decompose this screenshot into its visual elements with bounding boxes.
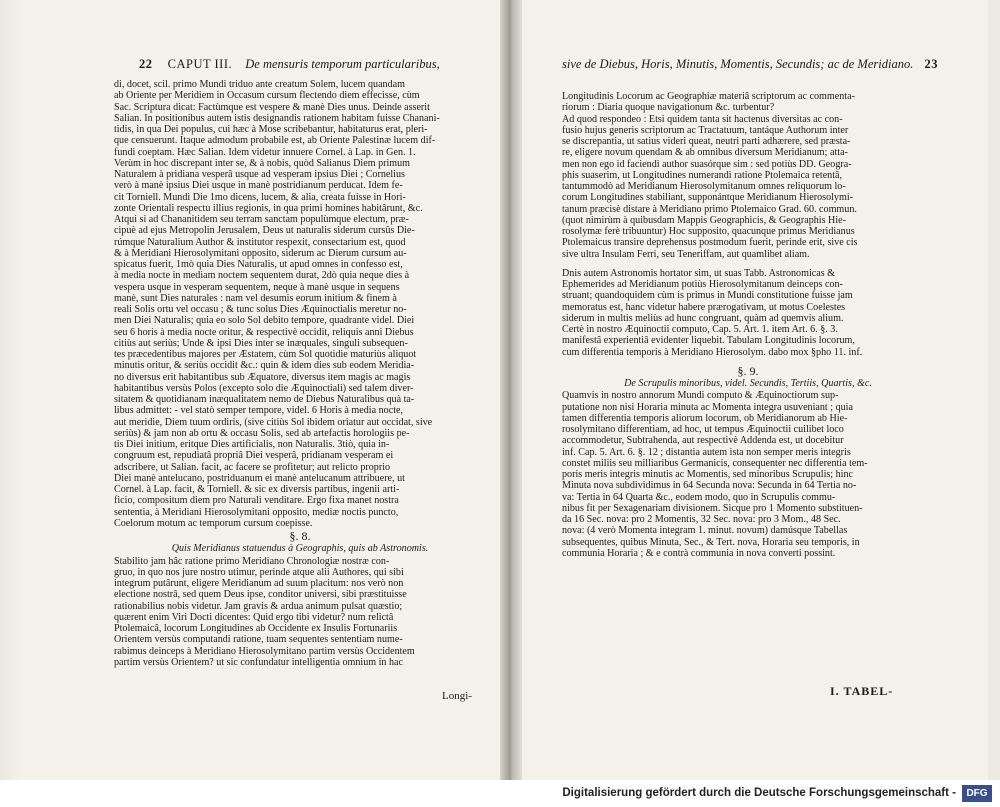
text-line: siderum in multis meliùs ad hunc congruant, quàm ad quemvis alium. [562,312,844,324]
text-line: Cornel. à Lap. facit, & Torniell. & sic ex diversis partibus, ingenii arti- [114,484,400,495]
text-line: memoratus est, hanc videtur habere prærogativam, ut motus Coelestes [562,301,846,313]
text-line: habitantibus versùs Polos (excepto solo die Æquinoctiali) sed talem diver- [114,382,414,394]
text-line: da 16 Sec. nova: pro 2 Momentis, 32 Sec. nova: pro 3 Mom., 48 Sec. [562,514,841,525]
text-line: quærent enim Viri Docti dicentes: Quid ergo tibi videtur? num relictâ [114,611,394,623]
left-body-top [114,79,486,529]
right-body-middle [562,268,934,358]
text-line: tes præcedentibus majores per Æstatem, cùm Sol quotidie maturiùs aliquot [114,349,417,360]
text-line: Quamvis in nostro annorum Mundi computo & Æquinoctiorum sup- [562,390,839,402]
right-page [522,0,988,780]
text-line: ficio, compositum diem pro Naturali venditare. Ergo fixa manet nostra [114,495,399,507]
text-line: Sac. Scriptura dicat: Factùmque est vespere & manè Dies unus. Deinde asserit [114,101,430,113]
text-line: corum Longitudines stabiliant, supponántque Meridianum Hierosolymi- [562,192,853,204]
text-line: gruo, in quo nos jure nostro utimur, perinde atque alii Authores, qui sibi [114,566,404,578]
text-line: rabimus deinceps à Meridiano Hierosolymitano partim versùs Occidentem [114,645,415,657]
text-line: Stabilito jam hâc ratione primo Meridiano Chronologiæ nostræ con- [114,555,390,567]
text-line: reali Solis ortu vel occasu ; & tunc solus Dies Æquinoctialis meretur no- [114,304,407,315]
text-line: Verùm in hoc discrepant inter se, & à nobis, quòd Salianus Diem primum [114,157,411,169]
text-line: accommodetur, Subtrahenda, aut respectivè Addenda est, ut docebitur [562,435,844,447]
text-line: electione nostrâ, sed quem Deus ipse, conditor universi, sibi præstituisse [114,589,407,601]
left-page-text [114,79,486,668]
left-catchword: Longi- [442,690,472,702]
text-line: re, eligere novum quendam & ab omnibus diversum Meridianum; atta- [562,147,848,159]
funding-notice: Digitalisierung gefördert durch die Deutsche Forschungsgemeinschaft - [562,787,956,799]
text-line: sententia, à Meridiani Hierosolymitani opposito, mediæ noctis puncto, [114,506,399,518]
text-line: tantummodò ad Meridianum Hierosolymitanum omnes reliquorum lo- [562,181,846,192]
left-body-bottom [114,556,486,669]
text-line: Dnis autem Astronomis hortator sim, ut suas Tabb. Astronomicas & [562,267,836,279]
text-line: spicatus fuerit, 1mò quia Dies Naturalis, ut apud omnes in confesso est, [114,259,403,270]
text-line: rúmque Naturalium Author & institutor respexit, consectarium est, quod [114,236,406,248]
right-page-number: 23 [924,57,938,71]
text-line: (quot nimirùm à quibusdam Mappis Geographicis, & Geographis Hie- [562,214,846,226]
left-header-title: De mensuris temporum particularibus, [245,57,440,71]
text-line: Ephemerides ad Meridianum potiùs Hierosolymitanum deinceps con- [562,279,843,290]
text-line: rosolymæ ferè tribuuntur) Hoc supposito, quacunque primus Meridianus [562,226,855,237]
text-line: ab Oriente per Meridiem in Occasum cursum flectendo diem effecisse, cùm [114,90,420,102]
text-line: partim versùs Orientem? ut sic confundatur intelligentia omnium in hac [114,656,403,668]
right-header-title: sive de Diebus, Horis, Minutis, Momentis, Secundis; ac de Meridiano. [562,57,914,71]
section-9-number: §. 9. [737,363,759,378]
text-line: subsequentes, quibus Minuta, Sec., & Tert. nova, Horaria seu temporis, in [562,536,860,548]
book-gutter [500,0,522,780]
text-line: va: Tertia in 64 Quarta &c., eodem modo, quo in Scrupulis commu- [562,491,836,503]
text-line: integrum putârunt, eligere Meridianum ad suum placitum: nos verò non [114,578,404,589]
text-line: se discrepantia, ut satius videri queat, neutri parti adhærere, sed præsta- [562,136,851,147]
left-page [22,0,500,780]
text-line: cipuè ad ejus Metropolin Jerusalem, Deus ut naturalis siderum cursûs Die- [114,225,415,237]
text-line: men non ego id faciendi author suasórque sim : sed potiùs DD. Geogra- [562,158,852,170]
text-line: minutis oritur, & seriùs occidit &c.: quin & idem dies sub eodem Meridia- [114,360,415,372]
text-line: & à Meridiani Hierosolymitani opposito, siderum ac Dierum cursum au- [114,247,407,259]
text-line: phis suaserim, ut Longitudines numerandi ratione Ptolemaica retentâ, [562,169,843,181]
text-line: tanum præcisè distare à Meridiano primo Ptolemaico Grad. 60. commun. [562,203,857,215]
text-line: Atqui si ad Chananitidem seu terram sanctam populùmque electum, præ- [114,214,409,225]
text-line: zonte Orientali respectu illius regionis, in qua primi homines habitârunt, &c. [114,202,423,214]
text-line: adscribere, ut Salian. facit, ac facere se profitetur; aut relicto proprio [114,461,391,473]
page-edge [0,0,22,780]
text-line: nibus fit per Sexagenariam divisionem. Sicque pro 1 Momento substituen- [562,502,863,514]
text-line: cum differentia temporis à Meridiano Hierosolym. dabo mox §pho 11. inf. [562,346,863,358]
chapter-label: CAPUT III. [167,57,233,71]
text-line: fundi coeptam. Hæc Salian. Idem videtur innuere Cornel. à Lap. in Gen. 1. [114,146,416,158]
right-catchword: I. TABEL- [830,684,894,698]
text-line: tidis, in qua Dei populus, cui hæc à Mose scribebantur, habitaturus erat, pleri- [114,124,428,135]
text-line: fusio hujus generis scriptorum ac Tractatuum, tantáque Authorum inter [562,124,849,136]
text-line: Ptolemaicâ, locorum Longitudines ab Occidente ex Insulis Fortunariis [114,623,398,634]
text-line: riorum : Diaria quoque navigationum &c. turbentur? [562,102,775,114]
text-line: Naturalem à pridiana vesperâ usque ad vesperam ipsius Diei ; Cornelius [114,169,405,180]
text-line: seu 6 horis à media nocte oritur, & respectivè occidit, reliquis anni Diebus [114,326,414,338]
right-body-bottom [562,390,934,559]
text-line: sitatem & quotidianam inæqualitatem nemo de Diebus Naturalibus quà ta- [114,394,415,405]
text-line: Longitudinis Locorum ac Geographiæ materiâ scriptorum ac commenta- [562,91,855,102]
section-8-number: §. 8. [289,529,311,543]
text-line: di, docet, scil. primo Mundi triduo ante creatum Solem, lucem quandam [114,79,405,90]
text-line: tamen differentia temporis aliorum locorum, ob Meridianorum ab Hie- [562,412,848,424]
text-line: no diversus erit habitantibus sub Æquatore, diversus item magis ac magis [114,371,411,383]
text-line: communia Horaria ; & e contrà communia in nova converti possint. [562,547,836,559]
left-page-number: 22 [139,57,153,71]
text-line: struant; quandoquidem cùm is primus in Mundi constitutione fuisse jam [562,290,853,302]
text-line: vespera usque in vesperam sequentem, neque à manè usque in sequens [114,281,400,293]
text-line: que censuerunt. Itaque admodum probabile est, ab Oriente Palestinæ lucem dif- [114,135,436,147]
text-line: aut meridie, Diem tuum ordiris, (sive citiùs Sol ibidem oriatur aut occidat, sive [114,416,433,428]
text-line: verò à manè ipsius Diei usque in manè postridianum perducat. Idem fe- [114,180,403,192]
text-line: sive ultra Insulam Ferri, seu Teneriffam, aut quamlibet aliam. [562,248,810,260]
right-body-top [562,91,934,260]
section-8-title: Quis Meridianus statuendus à Geographis, quis ab Astronomis. [171,543,429,555]
text-line: congruum est, repudiatâ propriâ Diei vesperâ, pridianam vesperam ei [114,450,394,462]
text-line: rationabilius nobis videtur. Jam gravis & ardua animum pulsat quæstio; [114,600,403,612]
text-line: poris meris integris minutis ac Momentis, sed minoribus Scrupulis; hinc [562,469,854,480]
text-line: Ad quod respondeo : Etsi quidem tanta sit hactenus diversitas ac con- [562,113,843,125]
dfg-logo: DFG [962,785,992,802]
text-line: manè, sunt Dies naturales : nam vel desumis eorum initium & finem à [114,292,397,304]
text-line: seriùs) & jam non ab ortu & occasu Solis, sed ab artefactis horologiis pe- [114,427,410,439]
text-line: constet miliis seu milliaribus Germanicis, consequenter nec differentia tem- [562,457,868,469]
right-running-head [562,57,938,72]
text-line: men Diei Naturalis; quia eo solo Sol debito tempore, quadrante videl. Diei [114,315,415,327]
text-line: nova: (4 verò Momenta integram 1. minut. novum) damúsque Tabellas [562,525,848,537]
text-line: rosolymitano differentiam, ad hoc, ut tempus Æquinoctii cuilibet loco [562,424,844,435]
text-line: à media nocte in mediam noctem sequentem durat, 2dò quia neque dies à [114,270,410,282]
text-line: Coelorum motum ac temporum cursum coepisse. [114,517,313,529]
text-line: Certè in nostro Æquinoctii computo, Cap. 5. Art. 1. item Art. 6. §. 3. [562,324,838,335]
text-line: tis Diei initium, eritque Dies artificialis, non Naturalis. 3tiò, quia in- [114,439,390,450]
section-9-title: De Scrupulis minoribus, videl. Secundis, Tertiis, Quartis, &c. [624,378,872,389]
text-line: Diei manè antelucano, postriduanum ei manè antelucanum attribuere, ut [114,472,405,484]
text-line: manifestâ experientiâ evidenter liquebit. Tabulam Longitudinis locorum, [562,335,855,347]
text-line: inf. Cap. 5. Art. 6. §. 12 ; distantia autem ista non semper meris integris [562,446,851,458]
text-line: Orientem versùs computandi ratione, tuam sequentes sententiam nume- [114,634,403,646]
left-running-head [139,57,440,72]
right-page-text [562,91,934,559]
text-line: libus admittet: - vel statò semper tempore, videl. 6 Horis à media nocte, [114,405,403,417]
text-line: Ptolemaicus transire deprehensus postmodum fuerit, perinde erit, sive cis [562,237,858,249]
text-line: citiùs aut seriùs; Unde & ipsi Dies inter se inæquales, singuli subsequen- [114,337,408,349]
footer-bar [0,780,1000,807]
text-line: Salian. In positionibus autem istis designandis rationem habitam fuisse Chanani- [114,112,440,124]
text-line: cit Torniell. Mundi Die 1mo dicens, lucem, & alia, creata fuisse in Hori- [114,191,406,203]
text-line: Minuta nova subdividimus in 64 Secunda nova: Secunda in 64 Tertia no- [562,480,857,492]
text-line: putatione non nisi Horaria minuta ac Momenta integra usuveniant ; quia [562,401,853,413]
